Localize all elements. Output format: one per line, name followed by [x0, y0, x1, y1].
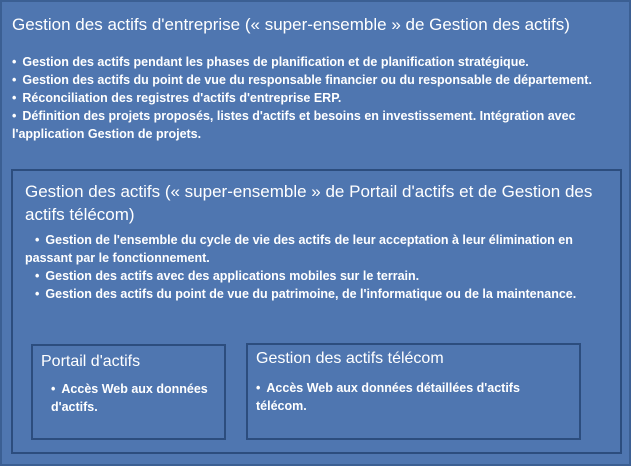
asset-management-bullet: • Gestion des actifs du point de vue du patrimoine, de l'informatique ou de la maintenance.: [25, 285, 615, 303]
telecom-asset-management-box: [246, 343, 581, 440]
asset-portal-box: [31, 344, 226, 440]
telecom-bullets: [256, 379, 566, 415]
enterprise-bullet: • Gestion des actifs pendant les phases de planification et de planification stratégique.: [12, 53, 624, 71]
telecom-title: Gestion des actifs télécom: [256, 350, 444, 367]
asset-management-bullet: • Gestion des actifs avec des applications mobiles sur le terrain.: [25, 267, 615, 285]
asset-portal-title: Portail d'actifs: [41, 353, 141, 370]
enterprise-bullet: • Réconciliation des registres d'actifs d'entreprise ERP.: [12, 89, 624, 107]
enterprise-bullets: [12, 53, 624, 143]
asset-management-bullet: • Gestion de l'ensemble du cycle de vie des actifs de leur acceptation à leur élimination en passant par le fonctionnement.: [25, 231, 615, 267]
asset-management-bullets: [25, 231, 615, 303]
asset-portal-bullet: • Accès Web aux données d'actifs.: [41, 380, 211, 416]
asset-portal-bullets: [41, 380, 211, 416]
enterprise-title: Gestion des actifs d'entreprise (« super-ensemble » de Gestion des actifs): [12, 15, 570, 34]
telecom-bullet: • Accès Web aux données détaillées d'actifs télécom.: [256, 379, 566, 415]
enterprise-bullet: • Définition des projets proposés, listes d'actifs et besoins en investissement. Intégration avec l'application Gestion de projets.: [12, 107, 624, 143]
asset-management-title: Gestion des actifs (« super-ensemble » de Portail d'actifs et de Gestion des actifs télécom): [25, 182, 593, 224]
enterprise-bullet: • Gestion des actifs du point de vue du responsable financier ou du responsable de département.: [12, 71, 624, 89]
